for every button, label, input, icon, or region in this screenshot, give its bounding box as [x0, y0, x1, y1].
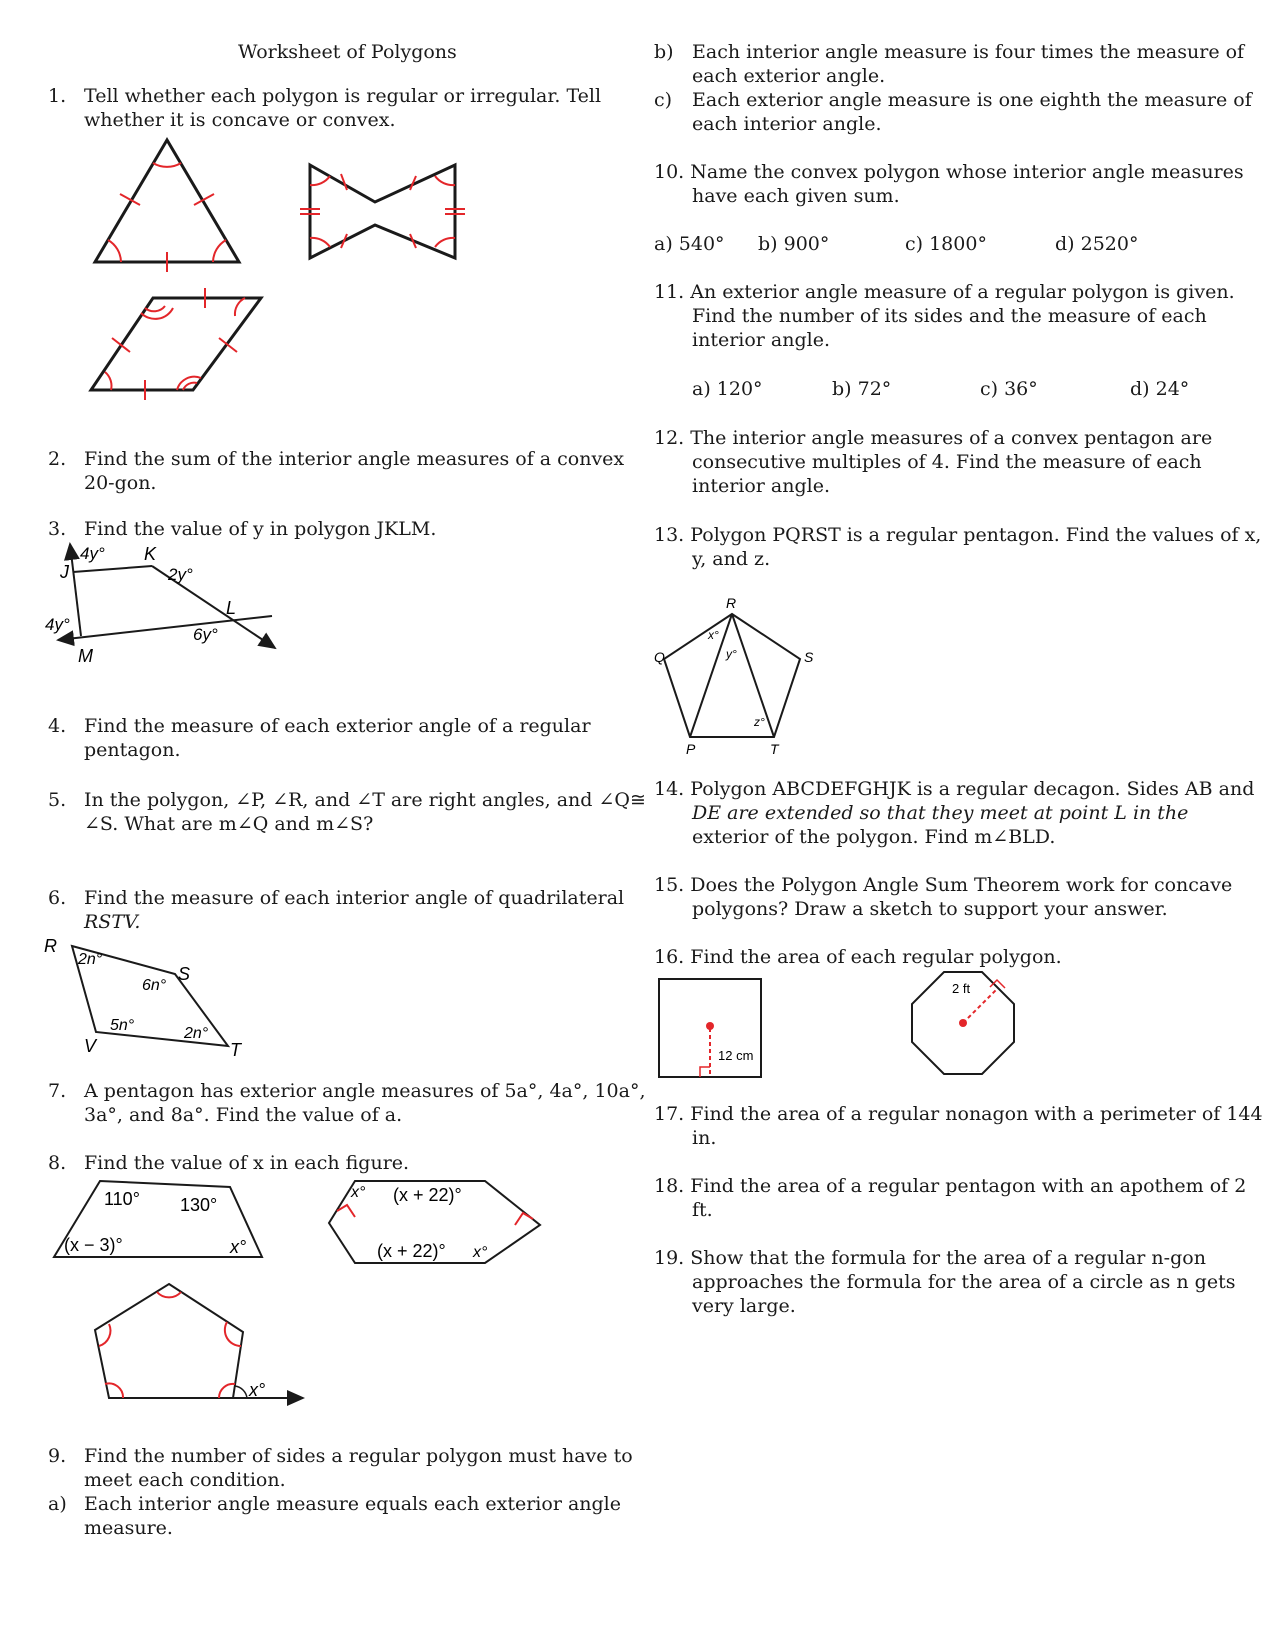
- angle-label-r: 2n°: [78, 951, 103, 968]
- q10-text-line2: have each given sum.: [692, 185, 900, 207]
- angle-label-k: 2y°: [168, 565, 193, 584]
- bowtie-hexagon: [300, 165, 465, 258]
- page-title: Worksheet of Polygons: [238, 41, 457, 63]
- q10-option-b: b) 900°: [758, 233, 830, 255]
- q9-number: 9.: [48, 1445, 67, 1467]
- label-T: T: [230, 1040, 241, 1060]
- side-jk: [73, 566, 152, 572]
- q11-option-b: b) 72°: [832, 378, 892, 400]
- q7-text-line2: 3a°, and 8a°. Find the value of a.: [84, 1104, 403, 1126]
- q8-fig3-angle-x: x°: [249, 1380, 266, 1400]
- q6-number: 6.: [48, 887, 67, 909]
- q6-text-line2: RSTV.: [84, 911, 141, 933]
- q16-figure-octagon: [906, 968, 1021, 1083]
- q6-text-line1: Find the measure of each interior angle of quadrilateral: [84, 887, 625, 909]
- q2-text-line1: Find the sum of the interior angle measures of a convex: [84, 448, 625, 470]
- q9c-text-line1: Each exterior angle measure is one eighth the measure of: [692, 89, 1252, 111]
- q10-text-line1: 10. Name the convex polygon whose interior angle measures: [654, 161, 1244, 183]
- q14-text-line2: DE are extended so that they meet at point L in the: [692, 802, 1189, 824]
- angle-label-j: 4y°: [80, 544, 105, 563]
- q8-fig1-angle-a: 110°: [104, 1189, 140, 1209]
- q10-option-d: d) 2520°: [1055, 233, 1139, 255]
- angle-label-z: z°: [754, 715, 765, 729]
- q11-text-line1: 11. An exterior angle measure of a regular polygon is given.: [654, 281, 1235, 303]
- label-K: K: [144, 544, 157, 564]
- angle-label-m: 4y°: [45, 615, 70, 634]
- q8-fig1-angle-d: x°: [230, 1237, 247, 1257]
- q16-figure-square: [655, 975, 770, 1080]
- q19-text-line1: 19. Show that the formula for the area of a regular n-gon: [654, 1247, 1206, 1269]
- label-V: V: [84, 1036, 97, 1056]
- q13-figure-pentagon: [650, 592, 825, 757]
- equilateral-triangle: [95, 140, 239, 272]
- q9c-text-line2: each interior angle.: [692, 113, 882, 135]
- q6-figure-rstv: [40, 930, 260, 1060]
- angle-label-y: y°: [726, 647, 737, 661]
- q9-text-line2: meet each condition.: [84, 1469, 286, 1491]
- q5-text-line2: ∠S. What are m∠Q and m∠S?: [84, 813, 374, 835]
- q15-text-line2: polygons? Draw a sketch to support your answer.: [692, 898, 1168, 920]
- q4-text-line1: Find the measure of each exterior angle of a regular: [84, 715, 591, 737]
- q3-text: Find the value of y in polygon JKLM.: [84, 518, 437, 540]
- label-R: R: [44, 936, 57, 956]
- label-R: R: [726, 595, 737, 611]
- q8-fig2-angle-d: x°: [473, 1244, 488, 1261]
- q9b-label: b): [654, 41, 674, 63]
- q8-figure-hexagon: [325, 1175, 545, 1265]
- q5-text-line1: In the polygon, ∠P, ∠R, and ∠T are right angles, and ∠Q≅: [84, 789, 646, 811]
- q13-text-line2: y, and z.: [692, 548, 771, 570]
- q8-number: 8.: [48, 1152, 67, 1174]
- q16-square-label: 12 cm: [718, 1048, 754, 1063]
- label-Q: Q: [654, 649, 665, 665]
- q3-number: 3.: [48, 518, 67, 540]
- q1-figures: [85, 130, 465, 420]
- diagonal-rt: [732, 614, 774, 737]
- q8-fig2-angle-c: (x + 22)°: [377, 1241, 446, 1261]
- q8-fig1-angle-b: 130°: [180, 1195, 218, 1215]
- q11-text-line2: Find the number of its sides and the measure of each: [692, 305, 1207, 327]
- q11-option-d: d) 24°: [1130, 378, 1190, 400]
- side-lm-ray: [58, 616, 272, 640]
- q4-text-line2: pentagon.: [84, 739, 181, 761]
- q13-text-line1: 13. Polygon PQRST is a regular pentagon. Find the values of x,: [654, 524, 1262, 546]
- q3-figure-jklm: [40, 540, 280, 675]
- angle-label-s: 6n°: [142, 977, 167, 994]
- q11-option-a: a) 120°: [692, 378, 763, 400]
- q8-fig1-angle-c: (x − 3)°: [64, 1235, 123, 1255]
- q1-text-line1: Tell whether each polygon is regular or irregular. Tell: [84, 85, 602, 107]
- q1-number: 1.: [48, 85, 67, 107]
- label-M: M: [78, 646, 93, 666]
- q11-text-line3: interior angle.: [692, 329, 831, 351]
- q10-option-a: a) 540°: [654, 233, 725, 255]
- q16-text: 16. Find the area of each regular polygon.: [654, 946, 1062, 968]
- q8-text: Find the value of x in each figure.: [84, 1152, 410, 1174]
- angle-label-l: 6y°: [193, 625, 218, 644]
- label-J: J: [60, 562, 69, 582]
- q14-text-line1: 14. Polygon ABCDEFGHJK is a regular decagon. Sides AB and: [654, 778, 1255, 800]
- label-L: L: [226, 598, 237, 618]
- q12-text-line1: 12. The interior angle measures of a convex pentagon are: [654, 427, 1213, 449]
- q18-text-line2: ft.: [692, 1199, 713, 1221]
- q9b-text-line2: each exterior angle.: [692, 65, 886, 87]
- q12-text-line3: interior angle.: [692, 475, 831, 497]
- angle-label-t: 2n°: [184, 1025, 209, 1042]
- q16-octagon-label: 2 ft: [952, 981, 971, 996]
- label-T: T: [770, 741, 779, 757]
- q1-text-line2: whether it is concave or convex.: [84, 109, 396, 131]
- q9a-text-line2: measure.: [84, 1517, 173, 1539]
- q19-text-line3: very large.: [692, 1295, 796, 1317]
- q9a-text-line1: Each interior angle measure equals each exterior angle: [84, 1493, 621, 1515]
- q17-text-line1: 17. Find the area of a regular nonagon with a perimeter of 144: [654, 1103, 1263, 1125]
- q2-number: 2.: [48, 448, 67, 470]
- q4-number: 4.: [48, 715, 67, 737]
- q14-text-line3: exterior of the polygon. Find m∠BLD.: [692, 826, 1056, 848]
- label-S: S: [804, 649, 814, 665]
- q15-text-line1: 15. Does the Polygon Angle Sum Theorem work for concave: [654, 874, 1233, 896]
- q7-text-line1: A pentagon has exterior angle measures of 5a°, 4a°, 10a°,: [84, 1080, 646, 1102]
- q9-text-line1: Find the number of sides a regular polygon must have to: [84, 1445, 633, 1467]
- q8-fig2-angle-a: x°: [351, 1184, 366, 1201]
- q9a-label: a): [48, 1493, 67, 1515]
- q19-text-line2: approaches the formula for the area of a circle as n gets: [692, 1271, 1236, 1293]
- q17-text-line2: in.: [692, 1127, 717, 1149]
- q8-figure-pentagon: [85, 1280, 310, 1410]
- q2-text-line2: 20-gon.: [84, 472, 157, 494]
- parallelogram: [91, 288, 261, 400]
- q18-text-line1: 18. Find the area of a regular pentagon with an apothem of 2: [654, 1175, 1247, 1197]
- q10-option-c: c) 1800°: [905, 233, 987, 255]
- q9b-text-line1: Each interior angle measure is four times the measure of: [692, 41, 1245, 63]
- q5-number: 5.: [48, 789, 67, 811]
- label-P: P: [686, 741, 696, 757]
- q12-text-line2: consecutive multiples of 4. Find the measure of each: [692, 451, 1202, 473]
- label-S: S: [178, 964, 191, 984]
- q8-fig2-angle-b: (x + 22)°: [393, 1185, 462, 1205]
- q7-number: 7.: [48, 1080, 67, 1102]
- angle-label-v: 5n°: [110, 1017, 135, 1034]
- pentagon-pqrst: [664, 614, 800, 737]
- q9c-label: c): [654, 89, 673, 111]
- angle-label-x: x°: [708, 628, 719, 642]
- q8-figure-quadrilateral: [50, 1175, 270, 1265]
- q11-option-c: c) 36°: [980, 378, 1038, 400]
